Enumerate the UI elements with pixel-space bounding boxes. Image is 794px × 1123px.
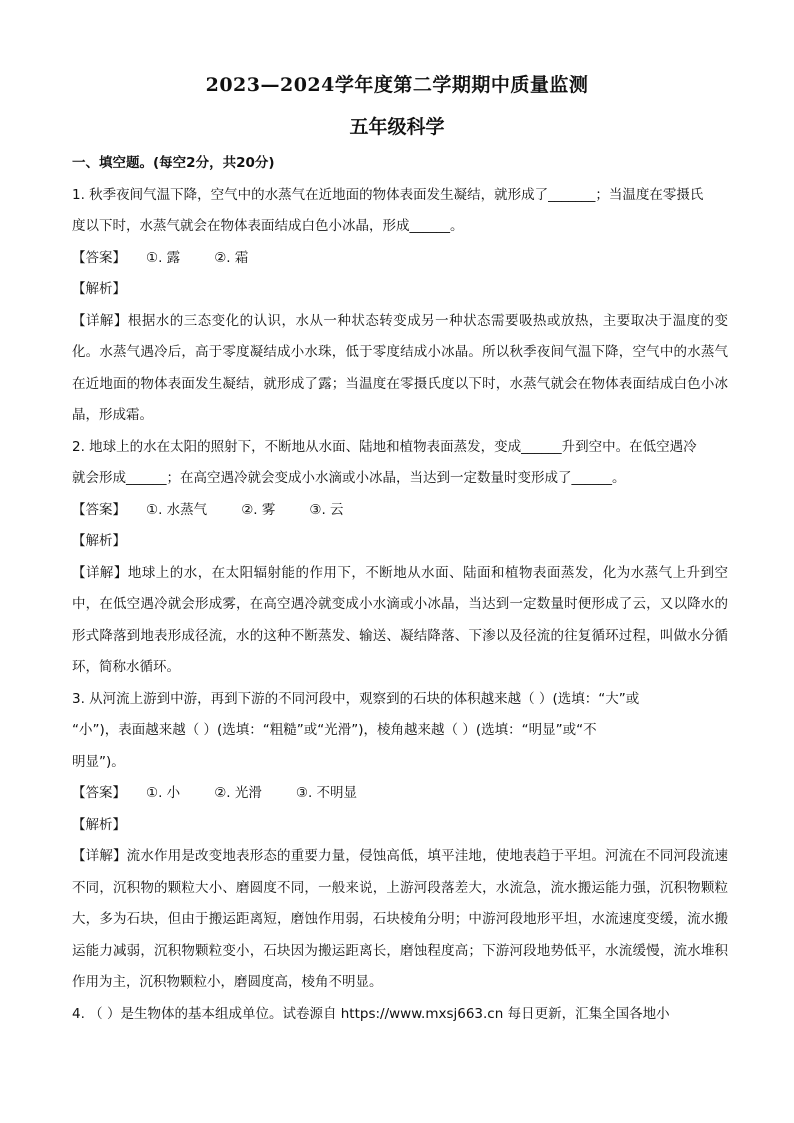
answer-item: ①. 小 — [146, 785, 181, 801]
question-2-detail: 【详解】地球上的水，在太阳辐射能的作用下，不断地从水面、陆面和植物表面蒸发，化为水蒸气上升到空中，在低空遇冷就会形成雾，在高空遇冷就变成小水滴或小冰晶，当达到一定数量时便形成了云，又以降水的形式降落到地表形成径流，水的这种不断蒸发、输送、凝结降落、下渗以及径流的往复循环过程，叫做水分循环，简称水循环。 — [72, 564, 728, 675]
analysis-label: 【解析】 — [72, 281, 126, 297]
answer-label: 【答案】 — [72, 785, 126, 801]
document-body — [72, 148, 728, 1030]
question-2-line-2: 就会形成______；在高空遇冷就会变成小水滴或小冰晶，当达到一定数量时变形成了______。 — [72, 470, 626, 486]
question-3-answer — [72, 778, 728, 810]
analysis-label: 【解析】 — [72, 533, 126, 549]
answer-item: ①. 露 — [146, 249, 181, 266]
question-1-detail: 【详解】根据水的三态变化的认识，水从一种状态转变成另一种状态需要吸热或放热，主要取决于温度的变化。水蒸气遇冷后，高于零度凝结成小水珠，低于零度结成小冰晶。所以秋季夜间气温下降，空气中的水蒸气在近地面的物体表面发生凝结，就形成了露；当温度在零摄氏度以下时，水蒸气就会在物体表面结成白色小冰晶，形成霜。 — [72, 312, 728, 423]
question-1-line-2: 度以下时，水蒸气就会在物体表面结成白色小冰晶，形成______。 — [72, 218, 464, 234]
question-3-detail: 【详解】流水作用是改变地表形态的重要力量，侵蚀高低，填平洼地，使地表趋于平坦。河流在不同河段流速不同，沉积物的颗粒大小、磨圆度不同，一般来说，上游河段落差大，水流急，流水搬运能力强，沉积物颗粒大，多为石块，但由于搬运距离短，磨蚀作用弱，石块棱角分明；中游河段地形平坦，水流速度变缓，流水搬运能力减弱，沉积物颗粒变小，石块因为搬运距离长，磨蚀程度高；下游河段地势低平，水流缓慢，流水堆积作用为主，沉积物颗粒小，磨圆度高，棱角不明显。 — [72, 848, 728, 990]
answer-label: 【答案】 — [72, 249, 126, 266]
question-1-answer — [72, 243, 728, 275]
question-2-line-1: 2. 地球上的水在太阳的照射下，不断地从水面、陆地和植物表面蒸发，变成______升到空中。在低空遇冷 — [72, 438, 697, 455]
question-3-line-1: 3. 从河流上游到中游，再到下游的不同河段中，观察到的石块的体积越来越（ ）(选填：“大”或 — [72, 690, 640, 707]
answer-item: ②. 霜 — [214, 249, 249, 266]
question-3-line-2: “小”)，表面越来越（ ）(选填：“粗糙”或“光滑”)，棱角越来越（ ）(选填：“明显”或“不 — [72, 722, 597, 738]
answer-item: ①. 水蒸气 — [146, 501, 208, 518]
question-1-line-1: 1. 秋季夜间气温下降，空气中的水蒸气在近地面的物体表面发生凝结，就形成了_______；当温度在零摄氏 — [72, 186, 704, 203]
answer-item: ③. 不明显 — [295, 785, 358, 801]
answer-item: ③. 云 — [309, 501, 344, 518]
question-2-answer — [72, 495, 728, 527]
answer-item: ②. 光滑 — [214, 785, 262, 801]
analysis-label: 【解析】 — [72, 816, 126, 833]
question-4-line: 4. （ ）是生物体的基本组成单位。试卷源自 https://www.mxsj663.cn 每日更新，汇集全国各地小 — [72, 1005, 670, 1022]
section-heading: 一、填空题。(每空2分，共20分) — [72, 155, 275, 171]
document-subtitle: 五年级科学 — [349, 116, 445, 138]
answer-item: ②. 雾 — [241, 501, 276, 518]
answer-label: 【答案】 — [72, 501, 126, 518]
question-3-line-3: 明显”)。 — [72, 753, 125, 770]
document-title: 2023—2024学年度第二学期期中质量监测 — [205, 74, 589, 96]
